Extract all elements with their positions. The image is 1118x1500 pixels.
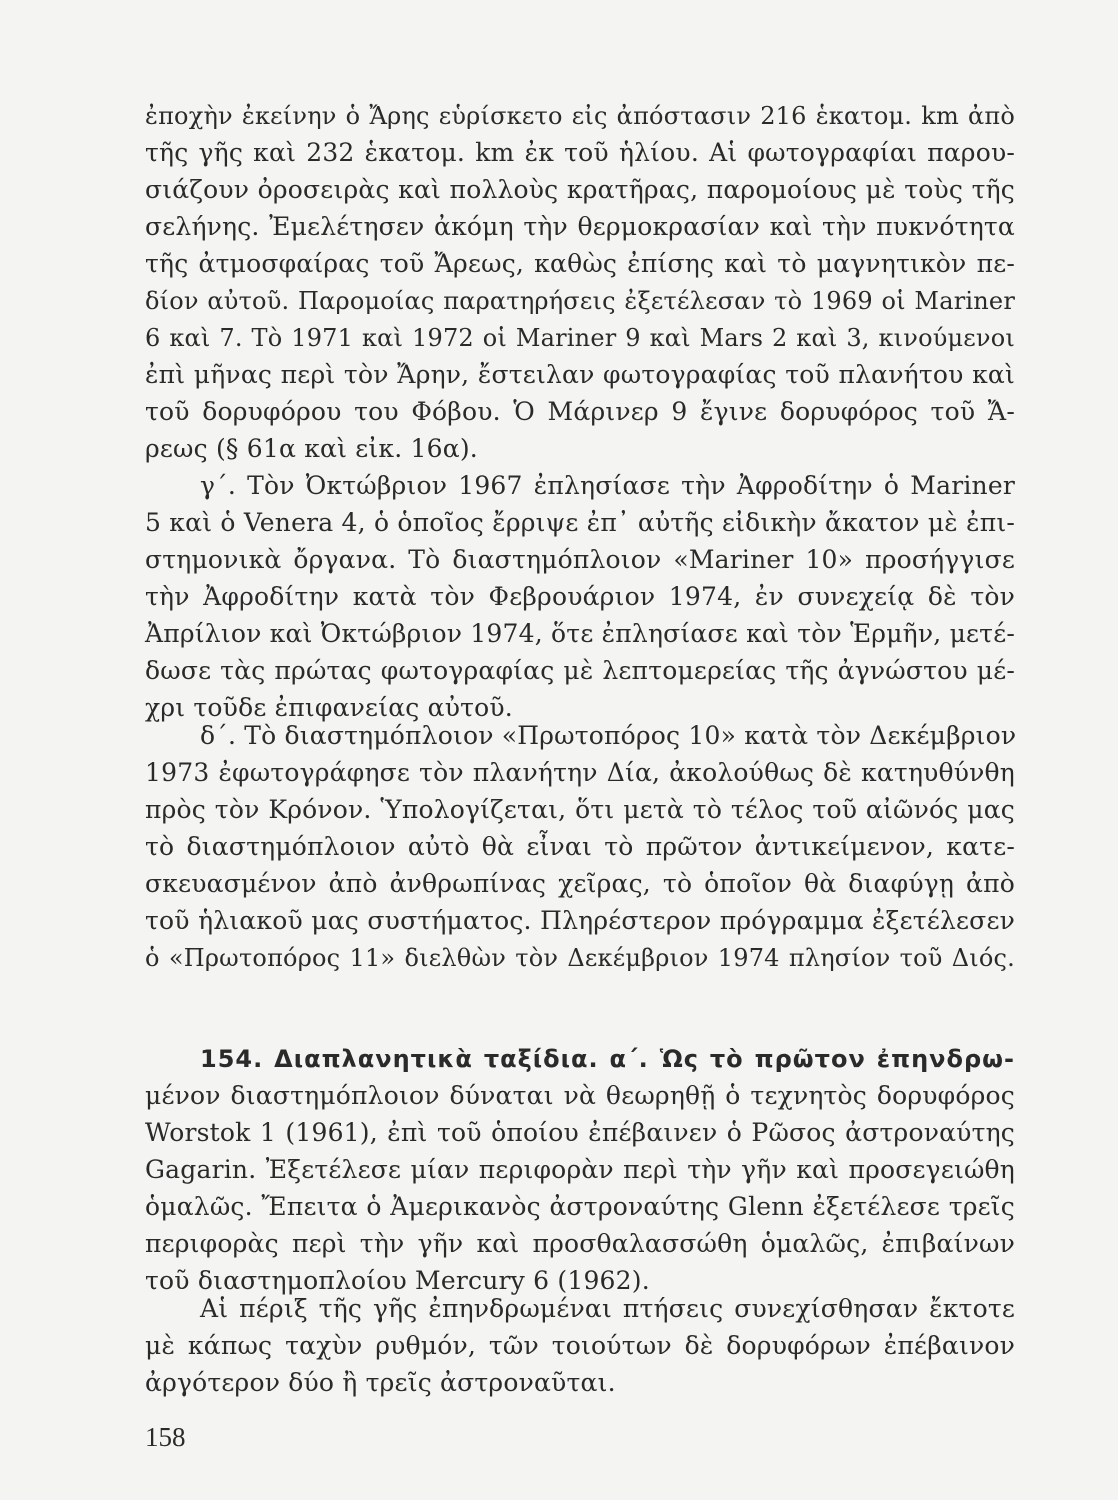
text-line: σελήνης. Ἐμελέτησεν ἀκόμη τὴν θερμοκρασίαν καὶ τὴν πυκνότητα bbox=[145, 212, 1015, 241]
section-heading: 154. Διαπλανητικὰ ταξίδια. α΄. Ὡς τὸ πρῶτον ἐπηνδρω- bbox=[200, 1045, 1015, 1073]
text-line: σκευασμένον ἀπὸ ἀνθρωπίνας χεῖρας, τὸ ὁποῖον θὰ διαφύγῃ ἀπὸ bbox=[145, 869, 1015, 898]
text-line: δίον αὐτοῦ. Παρομοίας παρατηρήσεις ἐξετέλεσαν τὸ 1969 οἱ Mariner bbox=[145, 287, 1015, 315]
text-line: ρεως (§ 61α καὶ εἰκ. 16α). bbox=[145, 434, 478, 463]
text-line: σιάζουν ὀροσειρὰς καὶ πολλοὺς κρατῆρας, παρομοίους μὲ τοὺς τῆς bbox=[145, 175, 1015, 204]
text-line: 5 καὶ ὁ Venera 4, ὁ ὁποῖος ἔρριψε ἐπ᾽ αὐτῆς εἰδικὴν ἄκατον μὲ ἐπι- bbox=[145, 508, 1015, 537]
text-line: πρὸς τὸν Κρόνον. Ὑπολογίζεται, ὅτι μετὰ τὸ τέλος τοῦ αἰῶνός μας bbox=[145, 795, 1015, 824]
text-line: ἀργότερον δύο ἢ τρεῖς ἀστροναῦται. bbox=[145, 1368, 616, 1397]
text-line: τῆς ἀτμοσφαίρας τοῦ Ἄρεως, καθὼς ἐπίσης καὶ τὸ μαγνητικὸν πε- bbox=[145, 249, 1015, 278]
text-line: Worstok 1 (1961), ἐπὶ τοῦ ὁποίου ἐπέβαινεν ὁ Ρῶσος ἀστροναύτης bbox=[145, 1118, 1015, 1147]
text-line: τοῦ ἡλιακοῦ μας συστήματος. Πληρέστερον πρόγραμμα ἐξετέλεσεν bbox=[145, 906, 1015, 935]
text-line: γ΄. Τὸν Ὀκτώβριον 1967 ἐπλησίασε τὴν Ἀφροδίτην ὁ Mariner bbox=[200, 471, 1015, 500]
text-line: δ΄. Τὸ διαστημόπλοιον «Πρωτοπόρος 10» κατὰ τὸν Δεκέμβριον bbox=[200, 721, 1017, 750]
text-line: τὴν Ἀφροδίτην κατὰ τὸν Φεβρουάριον 1974, ἐν συνεχείᾳ δὲ τὸν bbox=[145, 582, 1015, 611]
text-line: Αἱ πέριξ τῆς γῆς ἐπηνδρωμέναι πτήσεις συνεχίσθησαν ἔκτοτε bbox=[200, 1294, 1015, 1323]
page-number: 158 bbox=[145, 1422, 186, 1452]
text-line: ἐπὶ μῆνας περὶ τὸν Ἄρην, ἔστειλαν φωτογραφίας τοῦ πλανήτου καὶ bbox=[145, 360, 1015, 389]
text-line: τὸ διαστημόπλοιον αὐτὸ θὰ εἶναι τὸ πρῶτον ἀντικείμενον, κατε- bbox=[145, 832, 1015, 861]
text-line: ὁ «Πρωτοπόρος 11» διελθὼν τὸν Δεκέμβριον 1974 πλησίον τοῦ Διός. bbox=[145, 944, 1015, 972]
text-line: στημονικὰ ὄργανα. Τὸ διαστημόπλοιον «Mariner 10» προσήγγισε bbox=[145, 545, 1015, 574]
text-line: Ἀπρίλιον καὶ Ὀκτώβριον 1974, ὅτε ἐπλησίασε καὶ τὸν Ἑρμῆν, μετέ- bbox=[145, 619, 1015, 648]
text-line: περιφορὰς περὶ τὴν γῆν καὶ προσθαλασσώθη ὁμαλῶς, ἐπιβαίνων bbox=[145, 1229, 1015, 1258]
text-line: μένον διαστημόπλοιον δύναται νὰ θεωρηθῇ ὁ τεχνητὸς δορυφόρος bbox=[145, 1081, 1015, 1110]
text-line: ἐποχὴν ἐκείνην ὁ Ἄρης εὑρίσκετο εἰς ἀπόστασιν 216 ἑκατομ. km ἀπὸ bbox=[145, 102, 1015, 130]
text-line: 1973 ἐφωτογράφησε τὸν πλανήτην Δία, ἀκολούθως δὲ κατηυθύνθη bbox=[145, 758, 1015, 787]
text-line: χρι τοῦδε ἐπιφανείας αὐτοῦ. bbox=[145, 693, 513, 722]
section-heading-line bbox=[145, 1039, 1015, 1079]
text-line: 6 καὶ 7. Τὸ 1971 καὶ 1972 οἱ Mariner 9 καὶ Mars 2 καὶ 3, κινούμενοι bbox=[145, 324, 1015, 352]
text-line: τῆς γῆς καὶ 232 ἑκατομ. km ἐκ τοῦ ἡλίου. Αἱ φωτογραφίαι παρου- bbox=[145, 138, 1015, 167]
text-line: ὁμαλῶς. Ἔπειτα ὁ Ἀμερικανὸς ἀστροναύτης Glenn ἐξετέλεσε τρεῖς bbox=[145, 1192, 1015, 1221]
text-line: Gagarin. Ἐξετέλεσε μίαν περιφορὰν περὶ τὴν γῆν καὶ προσεγειώθη bbox=[145, 1155, 1015, 1184]
text-line: τοῦ δορυφόρου του Φόβου. Ὁ Μάρινερ 9 ἔγινε δορυφόρος τοῦ Ἄ- bbox=[145, 397, 1015, 426]
text-line: τοῦ διαστημοπλοίου Mercury 6 (1962). bbox=[145, 1266, 650, 1295]
text-line: μὲ κάπως ταχὺν ρυθμόν, τῶν τοιούτων δὲ δορυφόρων ἐπέβαινον bbox=[145, 1331, 1015, 1360]
text-line: δωσε τὰς πρώτας φωτογραφίας μὲ λεπτομερείας τῆς ἀγνώστου μέ- bbox=[145, 656, 1015, 685]
